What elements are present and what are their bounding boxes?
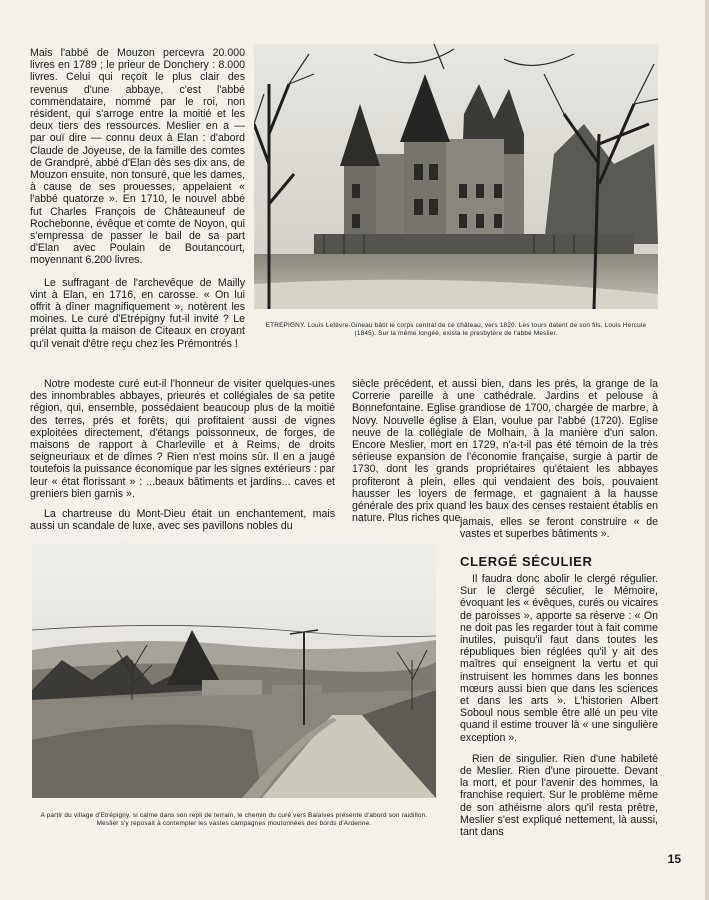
paragraph-end: jamais, elles se feront construire « de vastes et superbes bâtiments ». — [460, 516, 658, 541]
left-column — [30, 378, 335, 532]
paragraph: Rien de singulier. Rien d'une habileté de Meslier. Rien d'une pirouette. Devant la mort, et pour l'avenir des hommes, la franchise requiert. Sur le problème même de son athéisme alors qu'il resta prêtre, Meslier s'est expliqué nettement, là aussi, tant dans — [460, 752, 658, 839]
paragraph: La chartreuse du Mont-Dieu était un enchantement, mais aussi un scandale de luxe, avec ses pavillons nobles du — [30, 508, 335, 533]
paragraph: Mais l'abbé de Mouzon percevra 20.000 livres en 1789 ; le prieur de Donchery : 8.000 livres. Celui qui reçoit le plus clair des revenus d'une abbaye, c'est l'abbé commendataire, nommé par le roi, non résident, qui s'arroge entre la moitié et les deux tiers des ressources. Meslier en a — par ouï dire — connu deux à Elan : d'abord Claude de Joyeuse, de la famille des comtes de Grandpré, abbé d'Elan dès ses dix ans, de Mouzon ensuite, non tonsuré, que les dames, à cause de ses prouesses, appelaient « l'abbé quatorze ». En 1710, le nouvel abbé fut Charles François de Châteauneuf de Rochebonne, évêque et comte de Noyon, qui s'empressa de passer le bail de sa part d'Elan avec Poulain de Boutancourt, moyennant 6.200 livres. — [30, 47, 245, 267]
photo-caption: ETREPIGNY. Louis Lefèvre-Gineau bâtit le corps central de ce château, vers 1820. Les tours datent de son fils, Louis Hercule (1845). Sur la même longée, exista le presbytère de l'abbé Meslier. — [265, 322, 647, 337]
photo-caption: A partir du village d'Etrépigny, si calme dans son repli de terrain, le chemin du curé vers Balaives présente d'abord son raidillon. Meslier s'y reposait à contempler les vastes campagnes moutonnées des bords d'Ardenne. — [40, 812, 428, 827]
paragraph: Il faudra donc abolir le clergé régulier. Sur le clergé séculier, le Mémoire, évoquant les « évêques, curés ou vicaires de paroisses », apporte sa réserve : « On ne doit pas les regarder tout à fait comme inutiles, puisqu'il faut dans toutes les républiques bien réglées qu'il y ait des maîtres qui enseignent la vertu et qui instruisent les hommes dans les bonnes mœurs aussi bien que dans les sciences et dans les arts ». L'historien Albert Soboul nous semble être allé un peu vite quand il estime trouver là « une singulière exception ». — [460, 573, 658, 744]
paragraph: Le suffragant de l'archevêque de Mailly vint à Elan, en 1716, en carosse. « On lui offrit à dîner magnifiquement », notèrent les moines. Le curé d'Etrépigny fut-il invité ? Le prélat quitta la maison de Citeaux en croyant qu'il venait d'être reçu chez les Prémontrés ! — [30, 276, 245, 350]
page-edge — [705, 0, 709, 900]
page-number: 15 — [667, 852, 681, 866]
road-photo — [32, 540, 436, 798]
paragraph: siècle précédent, et aussi bien, dans les prés, la grange de la Correrie pareille à une cathédrale. Jardins et pelouse à Bonnefontaine. Eglise grandiose de 1700, chargée de marbre, à Novy. Nouvelle église à Elan, voulue par l'abbé (1720). Eglise neuve de la collégiale de Molhain, à la manière d'un salon. Encore Meslier, mort en 1729, n'a-t-il pas été témoin de la très sérieuse expansion de l'économie française, surgie à partir de 1730, dont les grands propriétaires qu'étaient les abbayes profiteront à plein, elles qui vendaient des bois, pouvaient hausser les loyers de fermage, et gagnaient à la hausse générale des prix quand les baux des censes restaient établis en nature. Plus riches que — [352, 378, 658, 525]
chateau-photo — [254, 44, 658, 309]
section-heading: CLERGÉ SÉCULIER — [460, 554, 593, 569]
intro-column — [30, 47, 245, 350]
paragraph: Notre modeste curé eut-il l'honneur de visiter quelques-unes des innombrables abbayes, prieurés et collégiales de sa petite région, qui, ensemble, possédaient beaucoup plus de la moitié des terres, prés et forêts, qui profitaient aussi de vignes exploitées directement, d'étangs poissonneux, de forges, de maisons de rapport à Charleville et à Reims, de droits seigneuriaux et de dîmes ? Rien n'est moins sûr. Il en a jaugé toutefois la puissance économique par les signes extérieurs : par leur « état florissant » : ...beaux bâtiments et jardins... caves et greniers bien garnis ». — [30, 378, 335, 500]
right-column — [352, 378, 658, 524]
section-column — [460, 573, 658, 838]
